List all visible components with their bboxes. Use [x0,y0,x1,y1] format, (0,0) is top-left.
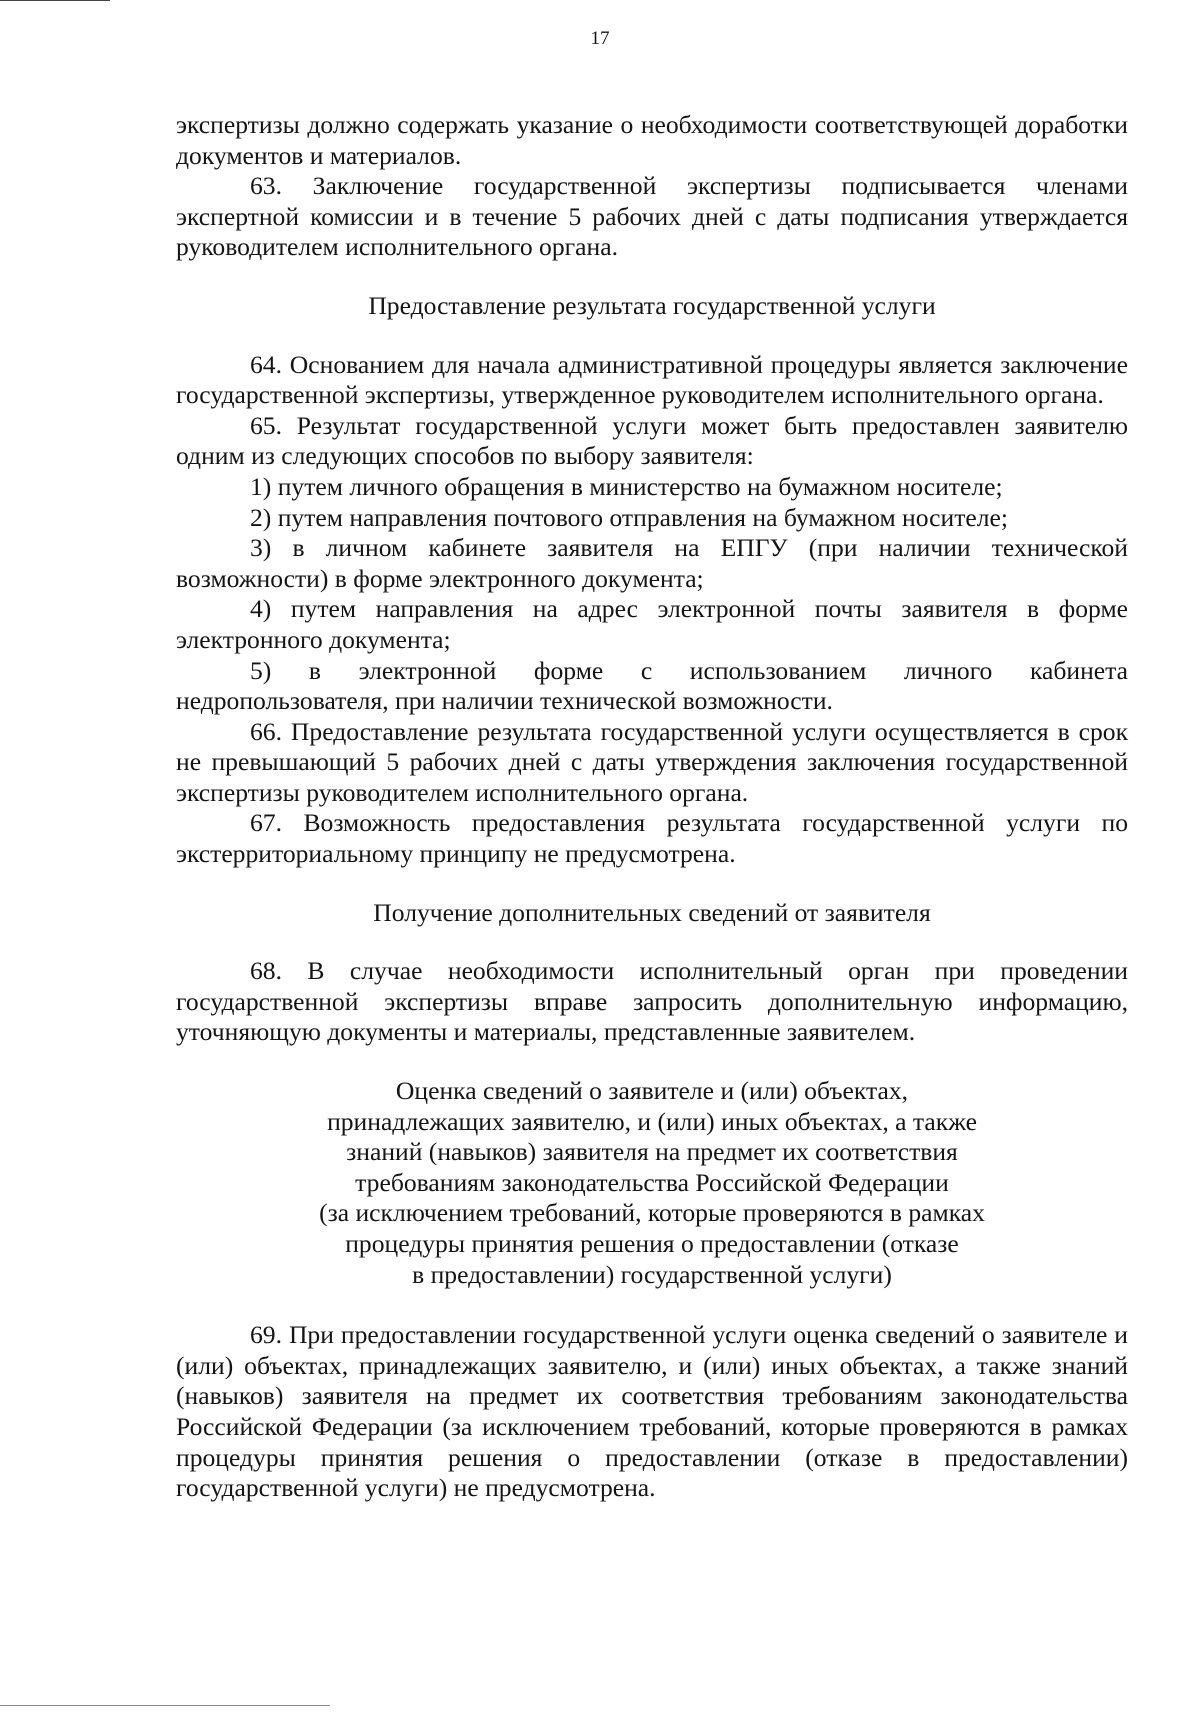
paragraph-64: 64. Основанием для начала административной процедуры является заключение государственной экспертизы, утвержденное руководителем исполнительного органа. [176,349,1128,410]
list-item-3: 3) в личном кабинете заявителя на ЕПГУ (при наличии технической возможности) в форме электронного документа; [176,533,1128,593]
heading-line: знаний (навыков) заявителя на предмет их соответствия [346,1137,958,1167]
document-body [176,110,1128,1504]
page-number: 17 [590,28,610,49]
paragraph-63: 63. Заключение государственной экспертизы подписывается членами экспертной комиссии и в течение 5 рабочих дней с даты подписания утверждается руководителем исполнительного органа. [176,171,1128,262]
section-heading-assessment [176,1076,1128,1290]
section-heading-result: Предоставление результата государственной услуги [368,290,936,320]
heading-line: в предоставлении) государственной услуги) [412,1259,892,1289]
list-item-4: 4) путем направления на адрес электронной почты заявителя в форме электронного документа; [176,594,1128,654]
scan-edge-line-bottom [0,1705,330,1706]
heading-line: принадлежащих заявителю, и (или) иных объектах, а также [327,1106,977,1136]
section-heading-additional-info: Получение дополнительных сведений от заявителя [373,897,931,927]
paragraph-66: 66. Предоставление результата государственной услуги осуществляется в срок не превышающий 5 рабочих дней с даты утверждения заключения государственной экспертизы руководителем исполнительного органа. [176,716,1128,807]
paragraph-65: 65. Результат государственной услуги может быть предоставлен заявителю одним из следующих способов по выбору заявителя: [176,410,1128,471]
heading-line: Оценка сведений о заявителе и (или) объектах, [395,1076,909,1106]
paragraph-69: 69. При предоставлении государственной услуги оценка сведений о заявителе и (или) объектах, принадлежащих заявителю, и (или) иных объектах, а также знаний (навыков) заявителя на предмет их соответствия требованиям законодательства Российской Федерации (за исключением требований, которые проверяются в рамках процедуры принятия решения о предоставлении (отказе в предоставлении) государственной услуги) не предусмотрена. [176,1320,1128,1503]
heading-line: (за исключением требований, которые проверяются в рамках [319,1198,985,1228]
scan-edge-line-top [0,0,110,1]
list-item-1: 1) путем личного обращения в министерство на бумажном носителе; [250,471,1003,501]
heading-line: требованиям законодательства Российской Федерации [355,1167,949,1197]
list-item-5: 5) в электронной форме с использованием личного кабинета недропользователя, при наличии технической возможности. [176,655,1128,716]
list-item-2: 2) путем направления почтового отправления на бумажном носителе; [250,502,1009,532]
paragraph-67: 67. Возможность предоставления результата государственной услуги по экстерриториальному принципу не предусмотрена. [176,808,1128,869]
heading-line: процедуры принятия решения о предоставлении (отказе [345,1229,959,1258]
paragraph-68: 68. В случае необходимости исполнительный орган при проведении государственной экспертизы вправе запросить дополнительную информацию, уточняющую документы и материалы, представленные заявителем. [176,956,1128,1047]
paragraph-continuation: экспертизы должно содержать указание о необходимости соответствующей доработки документов и материалов. [176,110,1128,170]
